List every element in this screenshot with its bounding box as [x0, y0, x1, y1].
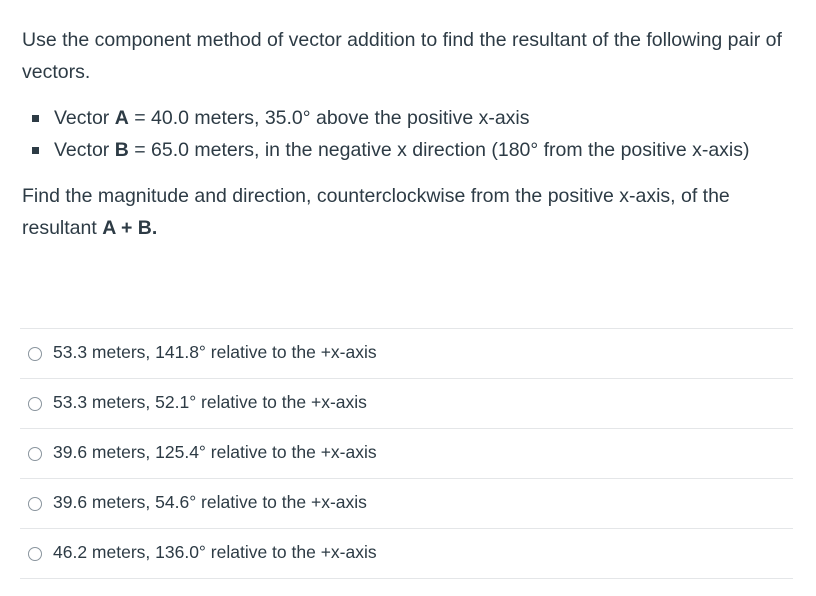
prompt-resultant: A + B. [102, 217, 158, 239]
radio-button[interactable] [28, 397, 42, 411]
vector-prefix: Vector [54, 139, 115, 161]
vector-item-b [22, 134, 780, 166]
answer-list [20, 328, 793, 579]
vector-prefix: Vector [54, 107, 115, 129]
vector-description: = 65.0 meters, in the negative x direction (180° from the positive x-axis) [128, 139, 750, 161]
question-body [22, 24, 802, 244]
vector-item-a [22, 102, 780, 134]
radio-button[interactable] [28, 547, 42, 561]
answer-option[interactable] [20, 529, 793, 579]
bullet-icon [32, 147, 39, 154]
question-intro: Use the component method of vector addition to find the resultant of the following pair of vectors. [22, 29, 782, 83]
answer-option[interactable] [20, 429, 793, 479]
radio-button[interactable] [28, 497, 42, 511]
answer-label: 53.3 meters, 52.1° relative to the +x-axis [53, 392, 367, 412]
vector-description: = 40.0 meters, 35.0° above the positive x-axis [128, 107, 530, 129]
answer-option[interactable] [20, 329, 793, 379]
vector-symbol-a: A [114, 107, 129, 129]
answer-label: 46.2 meters, 136.0° relative to the +x-axis [53, 542, 377, 562]
answer-option[interactable] [20, 379, 793, 429]
answer-label: 39.6 meters, 54.6° relative to the +x-axis [53, 492, 367, 512]
answer-label: 39.6 meters, 125.4° relative to the +x-axis [53, 442, 377, 462]
vector-symbol-b: B [114, 139, 129, 161]
answer-option[interactable] [20, 479, 793, 529]
prompt-text: Find the magnitude and direction, counterclockwise from the positive x-axis, of the resultant [22, 185, 730, 239]
radio-button[interactable] [28, 347, 42, 361]
radio-button[interactable] [28, 447, 42, 461]
question-prompt [22, 180, 802, 244]
bullet-icon [32, 115, 39, 122]
vector-list [22, 102, 802, 166]
answer-label: 53.3 meters, 141.8° relative to the +x-axis [53, 342, 377, 362]
